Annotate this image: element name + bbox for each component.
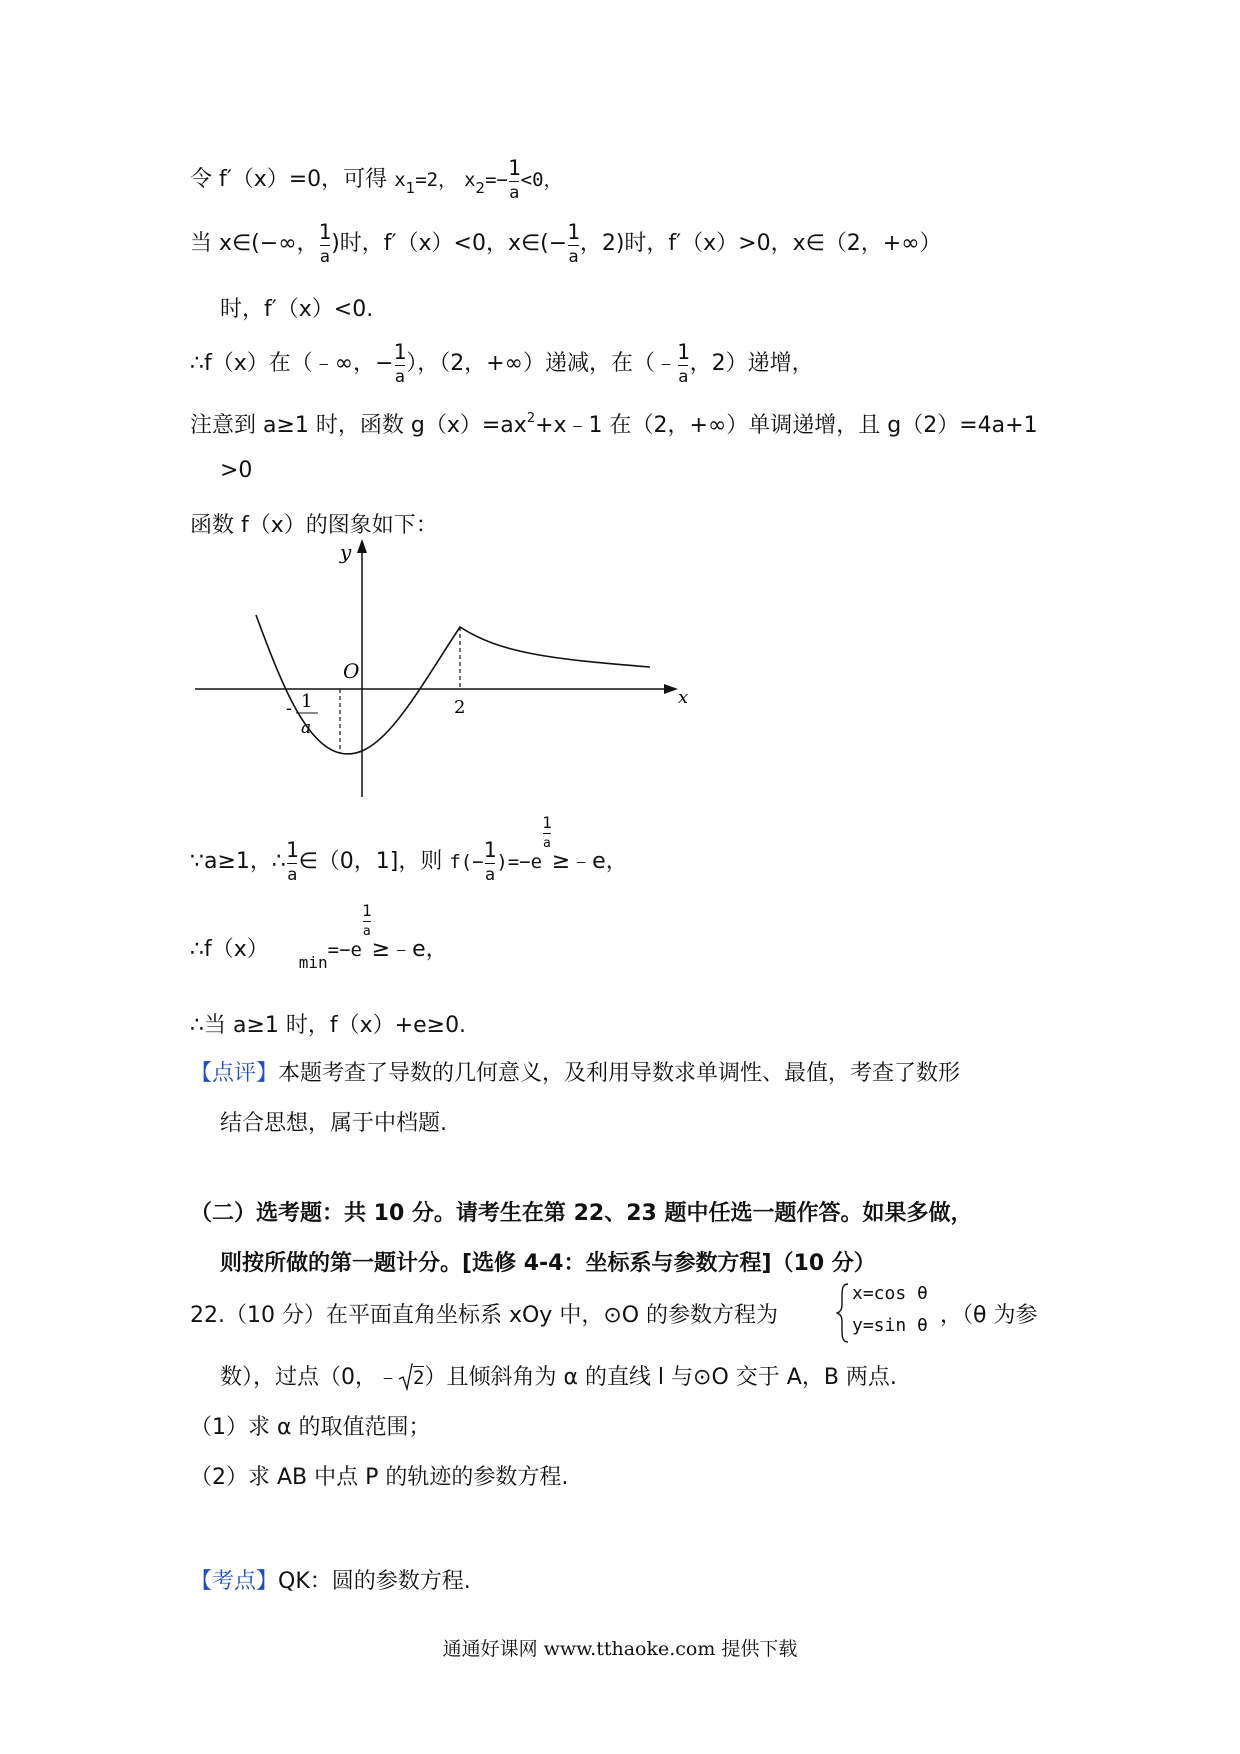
review-tag: 【点评】 <box>190 1061 279 1086</box>
solution-line-6: >0 <box>220 458 253 483</box>
solution-line-10: ∴当 a≥1 时，f（x）+e≥0. <box>190 1013 467 1038</box>
subscript: 2 <box>475 179 486 197</box>
exponent-fraction: $\frac{1}{a}$ <box>542 812 552 851</box>
question-22-line-2: 数），过点（0，﹣ 2）且倾斜角为 α 的直线 l 与⊙O 交于 A，B 两点. <box>220 1365 897 1390</box>
solution-line-3: 时，f′（x）<0. <box>220 297 374 322</box>
var-x2: x <box>464 169 476 191</box>
tick-den: a <box>301 718 312 738</box>
function-graph <box>190 535 700 805</box>
param-eq-y: y=sin θ <box>852 1315 928 1336</box>
text: ，2）递增， <box>689 351 814 376</box>
solution-line-5: 注意到 a≥1 时，函数 $g(x)=ax^2+x﹣1$ 在（2，+∞）单调递增，且 g（2）=4a+1 <box>190 411 1038 438</box>
subscript: 1 <box>405 179 416 197</box>
value: =− <box>485 169 508 191</box>
tick-num: 1 <box>301 691 313 712</box>
sub-question-1: （1）求 α 的取值范围； <box>190 1415 431 1440</box>
review-line-1: 【点评】本题考查了导数的几何意义，及利用导数求单调性、最值，考查了数形 <box>190 1061 961 1086</box>
value: <0， <box>520 169 563 191</box>
text: 令 f′（x）=0，可得 <box>190 167 388 192</box>
fraction: $\frac{1}{a}$ <box>483 838 497 885</box>
brace <box>836 1282 850 1344</box>
fraction: $\frac{1}{a}$ <box>567 220 580 267</box>
curve <box>256 615 650 754</box>
section-heading-line-2: 则按所做的第一题计分。[选修 4-4：坐标系与参数方程]（10 分） <box>220 1251 876 1276</box>
solution-line-2 <box>190 222 942 266</box>
text: ），（2，+∞）递减，在（﹣ <box>406 351 677 376</box>
solution-line-7: 函数 f（x）的图象如下： <box>190 513 438 538</box>
text: ∴f（x）在（﹣∞，− <box>190 351 394 376</box>
fraction: $\frac{1}{a}$ <box>285 838 299 885</box>
sub-question-2: （2）求 AB 中点 P 的轨迹的参数方程. <box>190 1465 569 1490</box>
fraction: $\frac{1}{a}$ <box>507 156 521 203</box>
x-label: x <box>678 687 689 708</box>
param-eq-x: x=cos θ <box>852 1283 928 1304</box>
y-axis-arrow <box>357 539 367 553</box>
fraction: $\frac{1}{a}$ <box>318 220 332 267</box>
footer: 通通好课网 www.tthaoke.com 提供下载 <box>442 1638 798 1660</box>
kaodian-tag: 【考点】 <box>190 1569 279 1594</box>
question-22-cont: ，（θ 为参 <box>940 1303 1038 1328</box>
solution-line-1 <box>190 158 563 202</box>
section-heading-line-1: （二）选考题：共 10 分。请考生在第 22、23 题中任选一题作答。如果多做， <box>190 1201 973 1226</box>
solution-line-8: ∵a≥1，∴ $\frac{1}{a}$ ∈（0，1]，则 f(− $\frac{1}{a}$ )=−e $\frac{1}{a}$ ≥﹣e， <box>190 812 628 885</box>
exponent-fraction: $\frac{1}{a}$ <box>362 900 372 939</box>
kaodian-line: 【考点】QK：圆的参数方程. <box>190 1569 471 1594</box>
text: )时，f′（x）<0，x∈(− <box>331 231 568 256</box>
fraction: $\frac{1}{a}$ <box>676 340 690 387</box>
sqrt: 2 <box>399 1365 424 1390</box>
tick-label-neg: - <box>286 698 293 719</box>
x-axis-arrow <box>664 684 678 694</box>
text: 当 x∈(−∞， <box>190 231 319 256</box>
solution-line-9: $\therefore f(x)_{min}=-e$ $\frac{1}{a}$ ≥﹣e， <box>190 900 448 972</box>
tick-label-2: 2 <box>454 697 466 718</box>
question-22-line-1: 22.（10 分）在平面直角坐标系 xOy 中，⊙O 的参数方程为 <box>190 1303 779 1328</box>
solution-line-4 <box>190 342 814 386</box>
origin-label: O <box>343 659 360 683</box>
review-line-2: 结合思想，属于中档题. <box>220 1111 447 1136</box>
text: ，2)时，f′（x）>0，x∈（2，+∞） <box>579 231 942 256</box>
var-x1: x <box>394 169 406 191</box>
y-label: y <box>340 540 352 564</box>
value: =2， <box>415 169 458 191</box>
fraction: $\frac{1}{a}$ <box>393 340 407 387</box>
